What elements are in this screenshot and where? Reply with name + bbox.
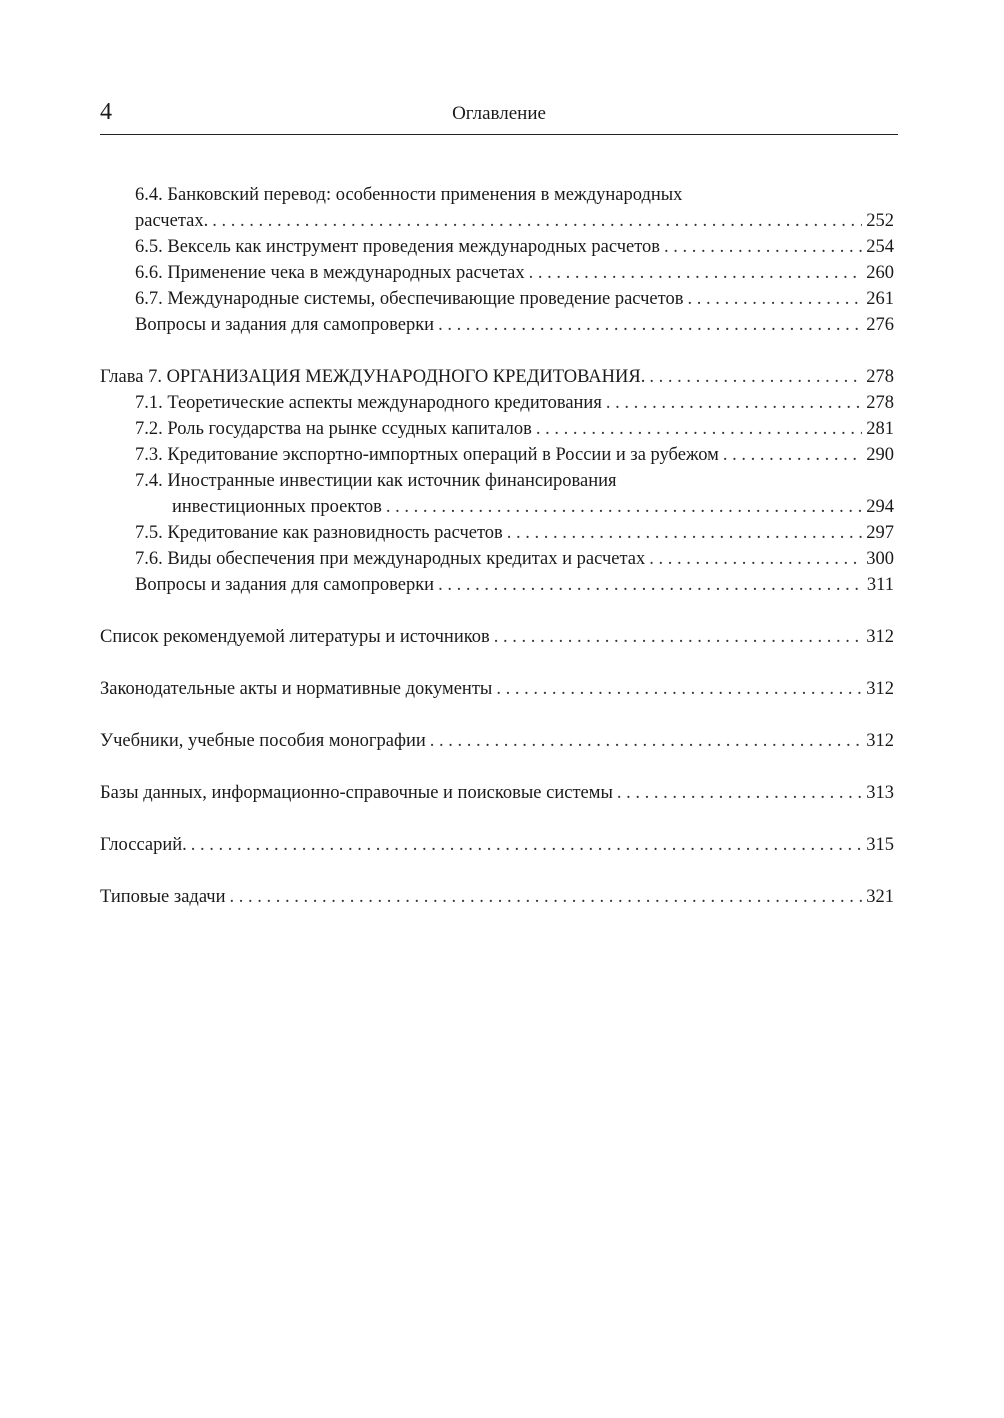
- dot-leader: [230, 884, 863, 910]
- toc-entry-title-line: 7.4. Иностранные инвестиции как источник финансирования: [135, 471, 617, 491]
- dot-leader: [507, 520, 862, 546]
- toc-chapter-page: 278: [866, 367, 894, 387]
- dot-leader: [496, 676, 862, 702]
- toc-entry: [100, 234, 894, 260]
- dot-leader: [430, 728, 862, 754]
- spacer: [100, 806, 894, 832]
- toc-section-page: 321: [866, 887, 894, 907]
- toc-entry: [100, 442, 894, 468]
- toc-section-title: Типовые задачи: [100, 887, 226, 907]
- dot-leader: [536, 416, 862, 442]
- toc-section: [100, 832, 894, 858]
- page-header: [100, 96, 898, 135]
- toc-entry: [100, 572, 894, 598]
- dot-leader: [438, 572, 863, 598]
- dot-leader: [687, 286, 862, 312]
- spacer: [100, 650, 894, 676]
- spacer: [100, 338, 894, 364]
- dot-leader: [386, 494, 862, 520]
- toc-section-page: 315: [866, 835, 894, 855]
- toc-section-title: Учебники, учебные пособия монографии: [100, 731, 426, 751]
- toc-entry-page: 281: [866, 419, 894, 439]
- spacer: [100, 858, 894, 884]
- toc-entry: [100, 286, 894, 312]
- toc-section-title: Законодательные акты и нормативные документы: [100, 679, 493, 699]
- dot-leader: [529, 260, 863, 286]
- dot-leader: [664, 234, 862, 260]
- toc-section: [100, 780, 894, 806]
- toc-section: [100, 728, 894, 754]
- dot-leader: [494, 624, 863, 650]
- toc-entry-title: 6.6. Применение чека в международных расчетах: [135, 263, 525, 283]
- toc-entry-title: расчетах.: [135, 211, 209, 231]
- toc-entry-page: 300: [866, 549, 894, 569]
- toc-entry-title: 6.7. Международные системы, обеспечивающие проведение расчетов: [135, 289, 684, 309]
- page-number: 4: [100, 99, 112, 125]
- toc-section-title: Список рекомендуемой литературы и источников: [100, 627, 490, 647]
- spacer: [100, 702, 894, 728]
- toc-entry: [100, 312, 894, 338]
- toc-entry-title: 7.2. Роль государства на рынке ссудных капиталов: [135, 419, 532, 439]
- dot-leader: [723, 442, 862, 468]
- toc-entry-title: Вопросы и задания для самопроверки: [135, 575, 435, 595]
- toc-section: [100, 676, 894, 702]
- table-of-contents: [100, 182, 894, 910]
- toc-section-page: 313: [866, 783, 894, 803]
- toc-entry-page: 297: [866, 523, 894, 543]
- spacer: [100, 754, 894, 780]
- toc-section-title: Базы данных, информационно-справочные и поисковые системы: [100, 783, 613, 803]
- toc-section-title: Глоссарий.: [100, 835, 187, 855]
- toc-entry-page: 311: [866, 575, 894, 595]
- toc-entry-page: 261: [866, 289, 894, 309]
- toc-section: [100, 624, 894, 650]
- toc-entry-title: 7.1. Теоретические аспекты международного кредитования: [135, 393, 602, 413]
- dot-leader: [212, 208, 862, 234]
- toc-entry-page: 276: [866, 315, 894, 335]
- toc-entry-title: 7.5. Кредитование как разновидность расчетов: [135, 523, 503, 543]
- toc-section-page: 312: [866, 627, 894, 647]
- toc-section-page: 312: [866, 679, 894, 699]
- dot-leader: [438, 312, 862, 338]
- toc-chapter: [100, 364, 894, 390]
- toc-section: [100, 884, 894, 910]
- spacer: [100, 598, 894, 624]
- toc-section-page: 312: [866, 731, 894, 751]
- toc-entry-title: 6.5. Вексель как инструмент проведения международных расчетов: [135, 237, 661, 257]
- dot-leader: [617, 780, 862, 806]
- toc-entry-title: 7.3. Кредитование экспортно-импортных операций в России и за рубежом: [135, 445, 719, 465]
- dot-leader: [649, 364, 862, 390]
- dot-leader: [606, 390, 862, 416]
- toc-entry-page: 290: [866, 445, 894, 465]
- toc-entry: [100, 546, 894, 572]
- toc-entry: [100, 494, 894, 520]
- toc-entry: [100, 520, 894, 546]
- toc-entry-title-line: 6.4. Банковский перевод: особенности применения в международных: [135, 185, 683, 205]
- toc-chapter-title: Глава 7. ОРГАНИЗАЦИЯ МЕЖДУНАРОДНОГО КРЕДИТОВАНИЯ.: [100, 367, 646, 387]
- toc-entry: [100, 260, 894, 286]
- dot-leader: [649, 546, 862, 572]
- toc-entry-page: 278: [866, 393, 894, 413]
- toc-entry-page: 294: [866, 497, 894, 517]
- toc-entry-page: 254: [866, 237, 894, 257]
- toc-entry: [100, 208, 894, 234]
- toc-entry-title: 7.6. Виды обеспечения при международных кредитах и расчетах: [135, 549, 646, 569]
- running-title: Оглавление: [452, 103, 546, 124]
- toc-entry-page: 252: [866, 211, 894, 231]
- toc-entry-page: 260: [866, 263, 894, 283]
- toc-entry-title: инвестиционных проектов: [172, 497, 382, 517]
- toc-entry-title: Вопросы и задания для самопроверки: [135, 315, 435, 335]
- dot-leader: [191, 832, 862, 858]
- toc-entry: [100, 416, 894, 442]
- toc-entry: [100, 390, 894, 416]
